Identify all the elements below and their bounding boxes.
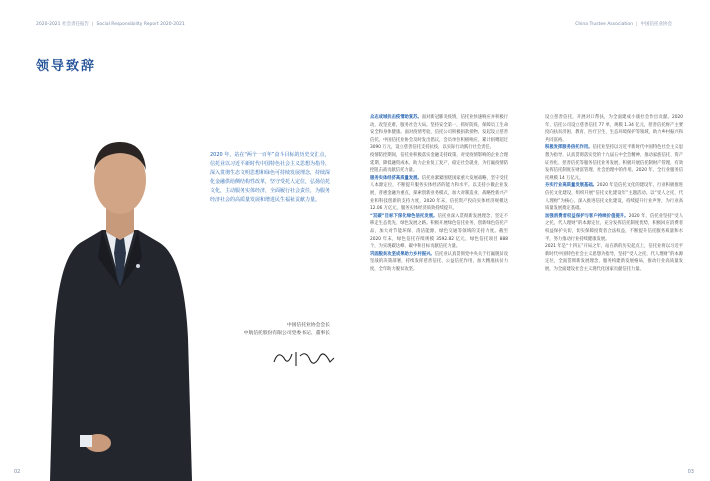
signer-title-1: 中国信托业协会会长 — [286, 323, 330, 328]
report-title-cn: 2020-2021 社会责任报告 — [36, 22, 89, 27]
paragraph: 众志成城抗击疫情助复苏。面对新冠肺炎疫情，信托业快速响应并积极行动，攻坚克难，服务社会大局。坚持安全第一，抓好防疫，保障员工生命安全和身体健康。面对疫情考验，信托公司积极捐款捐物，发起设立慈善信托。中国信托业协会及时发出倡议，会员单位积极响应，累计捐赠超过 3090 万元，设立慈善信托支持抗疫，以实际行动践行社会责任。 — [370, 115, 509, 151]
handwritten-signature — [270, 346, 340, 370]
text-column-right — [545, 114, 683, 273]
text-column-left — [370, 114, 508, 273]
signer-title-2: 中航信托股份有限公司党委书记、董事长 — [243, 331, 330, 336]
paragraph: 服务实体经济高质量发展。信托业紧紧围绕国家重大发展战略，坚守受托人本源定位，不断提升服务实体经济的能力和水平。以支持小微企业发展、普惠金融为重点，探索创新业务模式，加大对制造业、战略性新兴产业和科技创新的支持力度，2020 年末，信托资产投向实体经济规模达 12.06 万亿元，服务实体经济质效持续提升。 — [370, 175, 509, 212]
paragraph: “双碳”目标下深化绿色信托发展。信托业深入贯彻新发展理念，坚定不移走生态优先、绿色发展之路。积极开展绿色信托业务，创新绿色信托产品，加大对节能环保、清洁能源、绿色交通等领域的支持力度。截至 2020 年末，绿色信托存续规模 3592.82 亿元，绿色信托项目 888 个，为实现碳达峰、碳中和目标贡献信托力量。 — [370, 213, 508, 250]
page-number-right: 03 — [687, 469, 694, 475]
page-number-left: 02 — [14, 469, 21, 475]
paragraph: 疫情防控期间，信托业积极落实金融支持政策，对受疫情影响的企业合理延期、降低融资成本，助力企业复工复产，稳定社会就业，为打赢疫情防控阻击战贡献信托力量。 — [370, 152, 508, 174]
leader-quote: 2020 年，站在“两个一百年”奋斗目标的历史交汇点，信托业以习近平新时代中国特色社会主义思想为指导，深入贯彻生态文明思想和绿色可持续发展理念，持续深化金融供给侧结构性改革，坚守受托人定位，弘扬信托文化，主动服务实体经济，全面履行社会责任，为服务经济社会的高质量发展和增进民生福祉贡献力量。 — [210, 152, 331, 203]
signer-info — [210, 322, 330, 338]
paragraph: 积极发挥服务信托作用。信托业坚持以习近平新时代中国特色社会主义思想为指导，认真贯彻落实党的十九届五中全会精神，推动家族信托、资产证券化、慈善信托等服务信托业务发展，积极开展信托制财产管理，有效发挥信托制度在财富管理、社会治理中的作用。2020 年，全行业服务信托规模 14 万亿元。 — [545, 145, 684, 181]
page-title: 领导致辞 — [36, 59, 97, 74]
leader-portrait — [40, 108, 200, 481]
paragraph: 夯实行业高质量发展基础。2020 年是信托文化的建设年，行业积极推进信托文化建设，组织开展“信托文化建设年”主题活动。以“受人之托、代人理财”为核心，深入推进信托文化建设，持续提升行业声誉，为行业高质量发展奠定基础。 — [545, 183, 683, 212]
paragraph: 加强消费者权益保护与客户持续价值提升。2020 年，信托业坚持“受人之托，代人理财”的本源定位，充分发挥信托制度优势，积极回应消费者权益保护关切，切实保障投资者合法权益，不断提升信托服务质量和水平，努力推动行业持续健康发展。 — [545, 213, 684, 242]
report-title-en: Social Responsibility Report 2020-2021 — [96, 22, 185, 27]
header-left: 2020-2021 社会责任报告 | Social Responsibility Report 2020-2021 — [36, 22, 185, 27]
paragraph: 巩固脱贫攻坚成果助力乡村振兴。信托业认真贯彻党中央关于打赢脱贫攻坚战的决策部署，持续发挥慈善信托、公益信托作用，加大精准扶贫力度，全年助力脱贫攻坚。 — [370, 251, 509, 272]
page-header — [0, 0, 710, 34]
paragraph: 设立慈善信托，开展对口帮扶，为全面建成小康社会作出贡献。2020 年，信托公司设立慈善信托 77 单，规模 1.34 亿元，慈善信托财产主要投向扶贫济困、教育、医疗卫生、生态环境保护等领域，助力乡村振兴和共同富裕。 — [545, 115, 683, 143]
header-right: China Trustee Association | 中国信托业协会 — [575, 22, 672, 27]
org-name-en: China Trustee Association — [575, 22, 633, 27]
paragraph: 2021 年是“十四五”开局之年，站在新的历史起点上，信托业将以习近平新时代中国特色社会主义思想为指导，坚持“受人之托、代人理财”的本源定位，全面贯彻新发展理念，服务构建新发展格局，推动行业高质量发展，为全面建设社会主义现代化国家贡献信托力量。 — [545, 244, 683, 272]
org-name-cn: 中国信托业协会 — [640, 22, 672, 27]
